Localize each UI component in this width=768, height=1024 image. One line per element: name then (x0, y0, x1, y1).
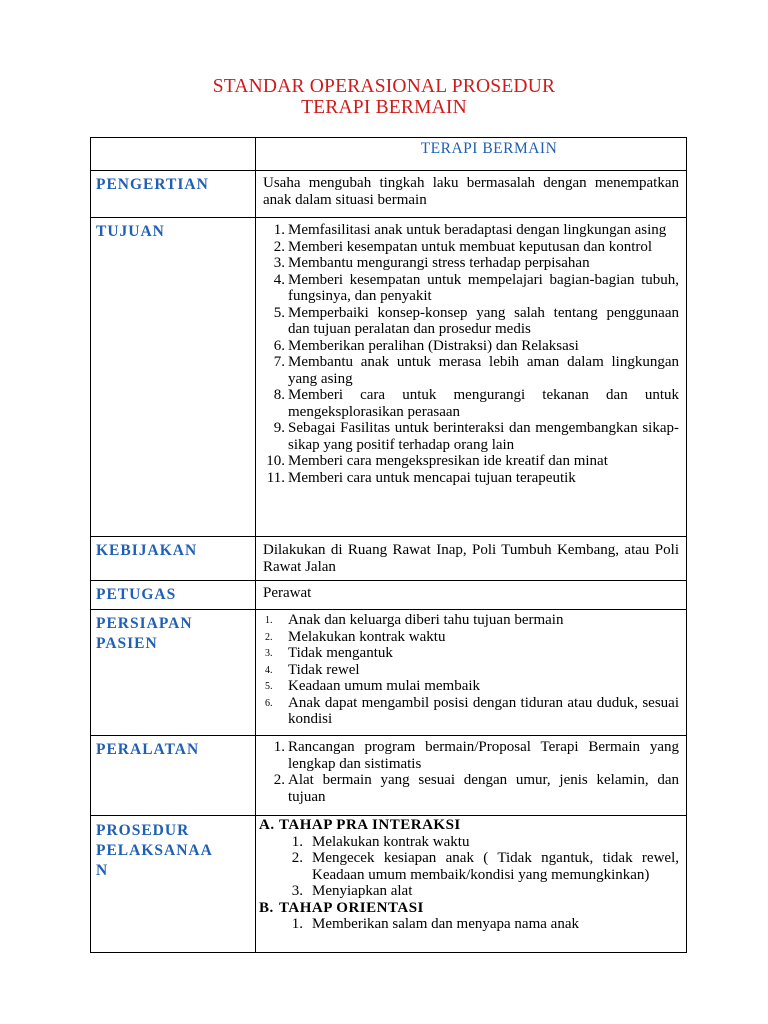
label-persiapan-line1: PERSIAPAN (96, 615, 193, 632)
list-item: 2. Memberi kesempatan untuk membuat keputusan dan kontrol (273, 238, 653, 255)
list-item: 1. Rancangan program bermain/Proposal Terapi Bermain yang lengkap dan sistimatis (273, 739, 679, 772)
label-pengertian: PENGERTIAN (91, 171, 256, 218)
petugas-text: Perawat (256, 581, 687, 610)
list-item: 1. Anak dan keluarga diberi tahu tujuan bermain (265, 612, 564, 628)
document-title-line2: TERAPI BERMAIN (301, 97, 467, 118)
pengertian-text: Usaha mengubah tingkah laku bermasalah dengan menempatkan anak dalam situasi bermain (256, 171, 687, 218)
list-item: 1. Memfasilitasi anak untuk beradaptasi dengan lingkungan asing (273, 222, 667, 238)
list-item: 6. Memberikan peralihan (Distraksi) dan Relaksasi (273, 337, 579, 354)
list-item: 7. Membantu anak untuk merasa lebih aman dalam lingkungan yang asing (273, 354, 679, 387)
list-item: 4. Tidak rewel (265, 661, 360, 678)
peralatan-list (263, 739, 679, 805)
list-item: 2. Melakukan kontrak waktu (265, 628, 446, 645)
table-header: TERAPI BERMAIN (256, 138, 687, 171)
label-peralatan: PERALATAN (91, 736, 256, 816)
list-item: 8. Memberi cara untuk mengurangi tekanan dan untuk mengeksplorasikan perasaan (273, 387, 679, 420)
list-item: 4. Memberi kesempatan untuk mempelajari bagian-bagian tubuh, fungsinya, dan penyakit (273, 271, 679, 304)
label-petugas: PETUGAS (91, 581, 256, 610)
kebijakan-text: Dilakukan di Ruang Rawat Inap, Poli Tumbuh Kembang, atau Poli Rawat Jalan (256, 537, 687, 581)
orientasi-list (259, 916, 679, 933)
list-item: 10. Memberi cara mengekspresikan ide kreatif dan minat (266, 453, 608, 469)
list-item: 3. Membantu mengurangi stress terhadap perpisahan (273, 255, 590, 271)
row-peralatan (91, 736, 687, 816)
list-item: 11. Memberi cara untuk mencapai tujuan terapeutik (266, 469, 576, 486)
header-empty-cell (91, 138, 256, 171)
list-item: 3. Menyiapkan alat (291, 883, 413, 899)
list-item: 9. Sebagai Fasilitas untuk berinteraksi dan mengembangkan sikap-sikap yang positif terhadap orang lain (273, 420, 679, 453)
section-a-title: TAHAP PRA INTERAKSI (279, 817, 461, 833)
tujuan-cell (256, 218, 687, 537)
label-persiapan-pasien (91, 610, 256, 736)
row-prosedur-pelaksanaan (91, 816, 687, 953)
section-a-letter: A. (259, 817, 275, 833)
label-prosedur-line2: PELAKSANAA (96, 842, 213, 859)
row-kebijakan (91, 537, 687, 581)
label-tujuan: TUJUAN (91, 218, 256, 537)
list-item: 6. Anak dapat mengambil posisi dengan tiduran atau duduk, sesuai kondisi (265, 694, 679, 727)
header-row (91, 138, 687, 171)
list-item: 5. Memperbaiki konsep-konsep yang salah tentang penggunaan dan tujuan peralatan dan prosedur medis (273, 304, 679, 337)
label-prosedur-line1: PROSEDUR (96, 822, 190, 839)
row-tujuan (91, 218, 687, 537)
section-orientasi (259, 900, 679, 917)
list-item: 1. Melakukan kontrak waktu (291, 833, 470, 850)
section-b-title: TAHAP ORIENTASI (279, 899, 424, 916)
list-item: 3. Tidak mengantuk (265, 645, 393, 661)
prosedur-cell (256, 816, 687, 953)
row-petugas (91, 581, 687, 610)
tujuan-list (263, 222, 679, 486)
peralatan-cell (256, 736, 687, 816)
persiapan-cell (256, 610, 687, 736)
row-persiapan-pasien (91, 610, 687, 736)
list-item: 2. Mengecek kesiapan anak ( Tidak ngantuk, tidak rewel, Keadaan umum membaik/kondisi yang memungkinkan) (291, 850, 679, 883)
sop-table (90, 137, 687, 953)
label-prosedur-line3: N (96, 862, 109, 879)
section-b-letter: B. (259, 899, 274, 916)
row-pengertian (91, 171, 687, 218)
list-item: 2. Alat bermain yang sesuai dengan umur, jenis kelamin, dan tujuan (273, 772, 679, 805)
label-persiapan-line2: PASIEN (96, 635, 158, 652)
list-item: 5. Keadaan umum mulai membaik (265, 678, 481, 694)
pra-interaksi-list (259, 834, 679, 900)
section-pra-interaksi (259, 817, 679, 834)
list-item: 1. Memberikan salam dan menyapa nama anak (291, 916, 579, 932)
persiapan-list (263, 612, 679, 728)
label-kebijakan: KEBIJAKAN (91, 537, 256, 581)
label-prosedur-pelaksanaan (91, 816, 256, 953)
document-title-line1: STANDAR OPERASIONAL PROSEDUR (212, 76, 556, 97)
